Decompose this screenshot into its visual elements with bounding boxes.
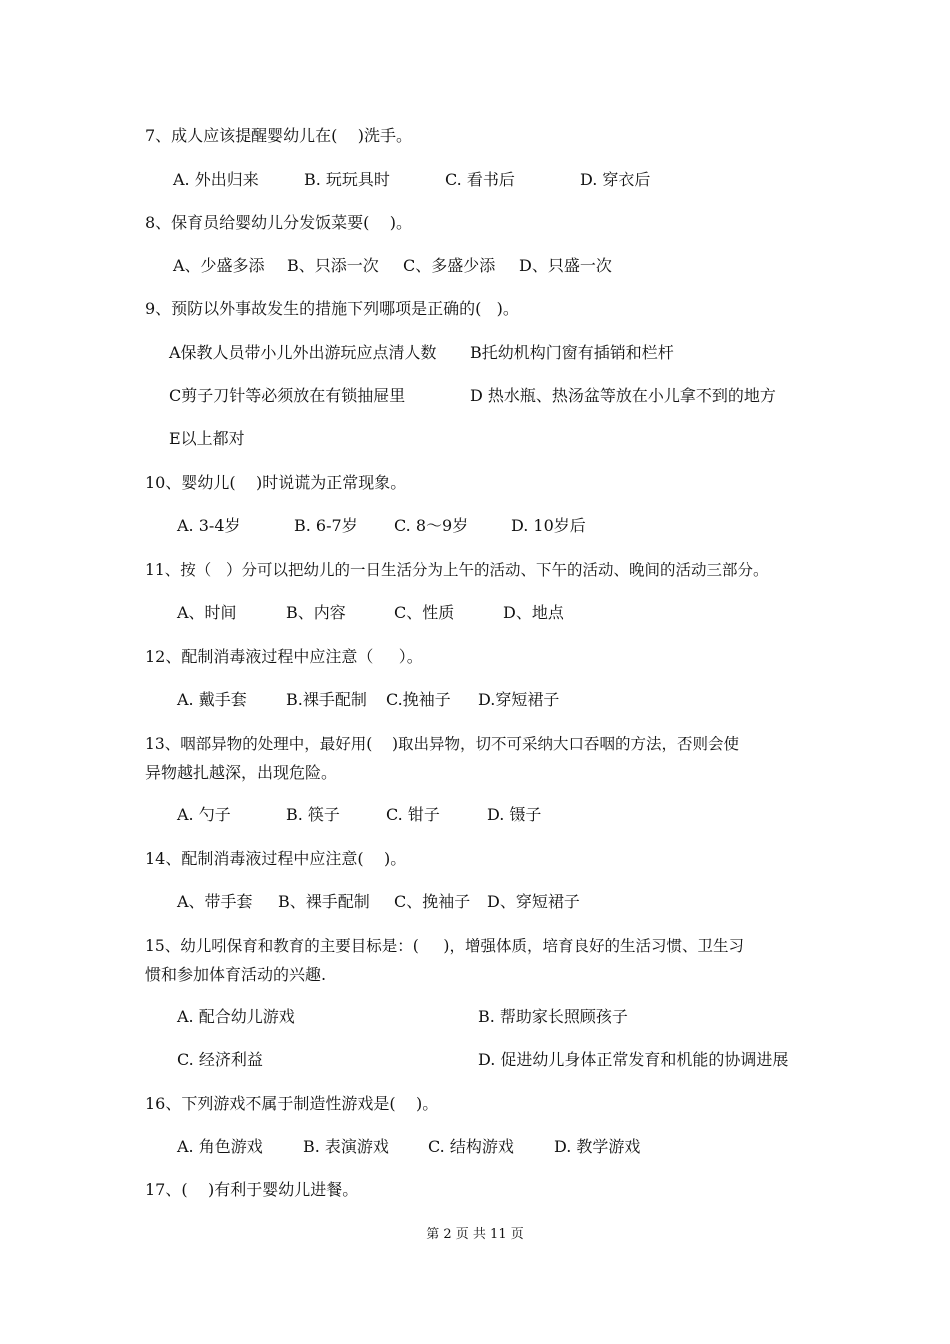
option-9d: D 热水瓶、热汤盆等放在小儿拿不到的地方 (470, 386, 776, 405)
question-8: 8、保育员给婴幼儿分发饭菜要( )。 (145, 213, 413, 232)
option-15a: A. 配合幼儿游戏 (177, 1007, 295, 1026)
question-14: 14、配制消毒液过程中应注意( )。 (145, 849, 407, 868)
option-8d: D、只盛一次 (519, 256, 612, 275)
option-13c: C. 钳子 (386, 805, 440, 824)
option-12d: D.穿短裙子 (478, 690, 560, 709)
question-15-line-2: 惯和参加体育活动的兴趣. (145, 965, 327, 984)
option-7c: C. 看书后 (445, 170, 515, 189)
option-16c: C. 结构游戏 (428, 1137, 514, 1156)
option-7d: D. 穿衣后 (580, 170, 651, 189)
option-10d: D. 10岁后 (511, 516, 586, 535)
option-15d: D. 促进幼儿身体正常发育和机能的协调进展 (478, 1050, 789, 1069)
option-11c: C、性质 (394, 603, 455, 622)
option-15b: B. 帮助家长照顾孩子 (478, 1007, 628, 1026)
question-16: 16、下列游戏不属于制造性游戏是( )。 (145, 1094, 439, 1113)
question-15-line-1: 15、幼儿吲保育和教育的主要目标是：( )，增强体质，培育良好的生活习惯、卫生习 (145, 937, 744, 955)
option-9b: B托幼机构门窗有插销和栏杆 (470, 343, 674, 362)
question-11: 11、按（ ）分可以把幼儿的一日生活分为上午的活动、下午的活动、晚间的活动三部分。 (145, 561, 769, 579)
option-12b: B.裸手配制 (286, 690, 367, 709)
question-13-line-1: 13、咽部异物的处理中，最好用( )取出异物，切不可采纳大口吞咽的方法，否则会使 (145, 735, 740, 753)
option-14c: C、挽袖子 (394, 892, 471, 911)
question-13-line-2: 异物越扎越深，出现危险。 (145, 763, 338, 782)
question-9: 9、预防以外事故发生的措施下列哪项是正确的( )。 (145, 299, 519, 318)
option-14d: D、穿短裙子 (487, 892, 580, 911)
option-16a: A. 角色游戏 (177, 1137, 263, 1156)
option-11d: D、地点 (503, 603, 564, 622)
question-10: 10、婴幼儿( )时说谎为正常现象。 (145, 473, 407, 492)
question-17: 17、( )有利于婴幼儿进餐。 (145, 1180, 359, 1199)
option-13b: B. 筷子 (286, 805, 340, 824)
option-13d: D. 镊子 (487, 805, 542, 824)
option-11b: B、内容 (286, 603, 346, 622)
option-10c: C. 8～9岁 (394, 516, 469, 535)
option-10b: B. 6-7岁 (294, 516, 358, 535)
option-8c: C、多盛少添 (403, 256, 496, 275)
option-16b: B. 表演游戏 (303, 1137, 389, 1156)
option-7b: B. 玩玩具时 (304, 170, 390, 189)
option-9e: E以上都对 (169, 429, 245, 448)
option-9a: A保教人员带小儿外出游玩应点清人数 (169, 343, 437, 362)
option-11a: A、时间 (177, 603, 237, 622)
option-14a: A、带手套 (177, 892, 253, 911)
option-13a: A. 勺子 (177, 805, 231, 824)
question-12: 12、配制消毒液过程中应注意（ ）。 (145, 647, 423, 666)
option-8b: B、只添一次 (287, 256, 379, 275)
option-12c: C.挽袖子 (386, 690, 451, 709)
option-9c: C剪子刀针等必须放在有锁抽屉里 (169, 386, 406, 405)
option-10a: A. 3-4岁 (177, 516, 241, 535)
page-number-footer: 第 2 页 共 11 页 (426, 1227, 524, 1242)
option-7a: A. 外出归来 (173, 170, 259, 189)
option-15c: C. 经济利益 (177, 1050, 263, 1069)
option-8a: A、少盛多添 (173, 256, 265, 275)
option-16d: D. 教学游戏 (554, 1137, 641, 1156)
option-14b: B、裸手配制 (278, 892, 370, 911)
question-7: 7、成人应该提醒婴幼儿在( )洗手。 (145, 126, 413, 145)
option-12a: A. 戴手套 (177, 690, 247, 709)
